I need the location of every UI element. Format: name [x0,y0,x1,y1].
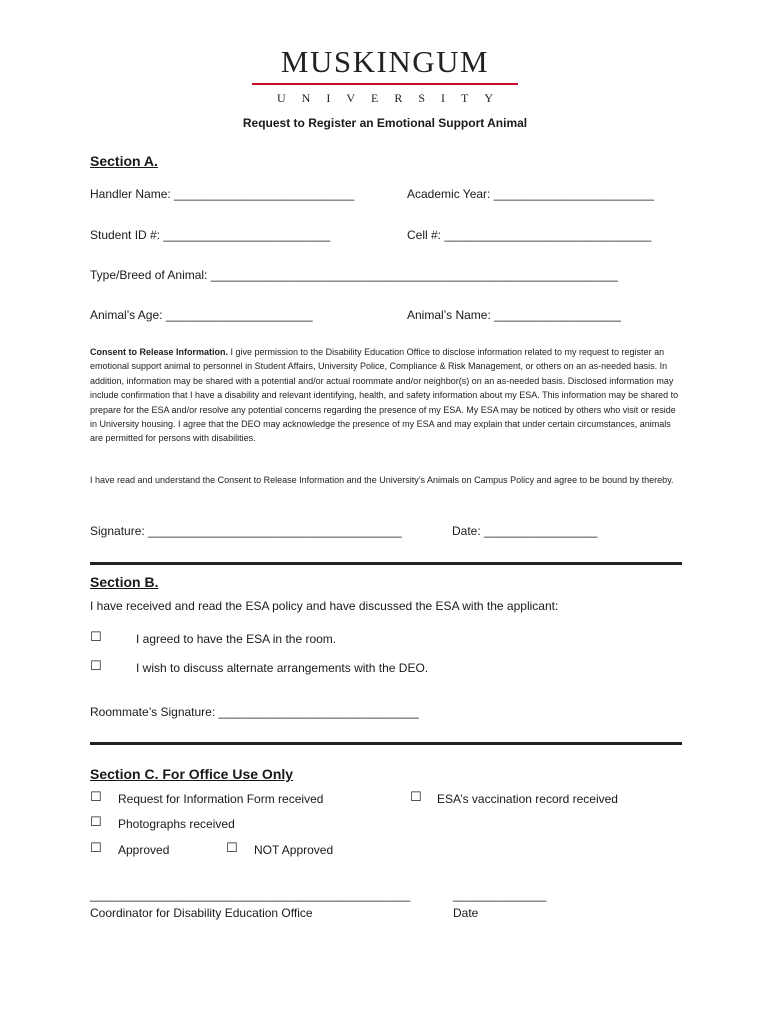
signature-date-field[interactable]: Date: _________________ [452,524,598,538]
approved-checkbox[interactable]: ☐ [90,841,102,856]
photographs-checkbox[interactable]: ☐ [90,815,102,830]
coordinator-date-line[interactable]: ______________ [453,888,547,902]
acknowledgement-text: I have read and understand the Consent to Release Information and the University’s Animals on Campus Policy and agree to be bound by thereby. [90,475,674,485]
university-logo-subtitle: UNIVERSITY [277,91,509,105]
consent-text: I give permission to the Disability Education Office to disclose information related to my request to register an emotional support animal to personnel in Student Affairs, University Police, Compliance & Risk Management, or others on an as-needed basis. In addition, information may be shared with a potential and/or actual roommate and/or neighbor(s) on an as-needed basis. Disclosed information may include confirmation that I have a disability and relevant identifying, health, and safety information about my ESA. This information may be shared to prepare for the ESA and/or resolve any potential concerns regarding the presence of my ESA. My ESA may be noticed by others who visit or reside in University housing. I agree that the DEO may acknowledge the presence of my ESA and may explain that under certain circumstances, animals are permitted for persons with disabilities. [90,347,679,444]
section-divider [90,562,682,565]
not-approved-label: NOT Approved [254,843,334,857]
coordinator-label: Coordinator for Disability Education Office [90,906,313,920]
signature-field[interactable]: Signature: ______________________________________ [90,524,402,538]
coordinator-signature-line[interactable]: ________________________________________________ [90,888,411,902]
request-form-label: Request for Information Form received [118,792,324,806]
agree-checkbox[interactable]: ☐ [90,630,102,645]
vaccination-record-checkbox[interactable]: ☐ [410,790,422,805]
handler-name-field[interactable]: Handler Name: ___________________________ [90,187,355,201]
consent-label: Consent to Release Information. [90,347,229,357]
cell-field[interactable]: Cell #: _______________________________ [407,228,652,242]
academic-year-field[interactable]: Academic Year: ________________________ [407,187,654,201]
animal-age-field[interactable]: Animal’s Age: ______________________ [90,308,313,322]
section-b-intro: I have received and read the ESA policy and have discussed the ESA with the applicant: [90,599,559,613]
section-a-heading: Section A. [90,153,158,169]
not-approved-checkbox[interactable]: ☐ [226,841,238,856]
university-logo-wordmark: MUSKINGUM [280,44,490,79]
student-id-field[interactable]: Student ID #: _________________________ [90,228,331,242]
discuss-option-label: I wish to discuss alternate arrangements with the DEO. [136,661,429,675]
section-divider [90,742,682,745]
animal-name-field[interactable]: Animal’s Name: ___________________ [407,308,621,322]
animal-type-breed-field[interactable]: Type/Breed of Animal: _____________________________________________________________ [90,268,618,282]
section-c-heading: Section C. For Office Use Only [90,766,294,782]
photographs-label: Photographs received [118,817,235,831]
coordinator-date-label: Date [453,906,479,920]
roommate-signature-field[interactable]: Roommate’s Signature: ______________________________ [90,705,419,719]
approved-label: Approved [118,843,170,857]
consent-paragraph [90,345,682,446]
vaccination-record-label: ESA’s vaccination record received [437,792,618,806]
discuss-checkbox[interactable]: ☐ [90,659,102,674]
section-b-heading: Section B. [90,574,159,590]
agree-option-label: I agreed to have the ESA in the room. [136,632,337,646]
document-title: Request to Register an Emotional Support Animal [242,116,528,130]
request-form-checkbox[interactable]: ☐ [90,790,102,805]
logo-divider [252,83,518,85]
